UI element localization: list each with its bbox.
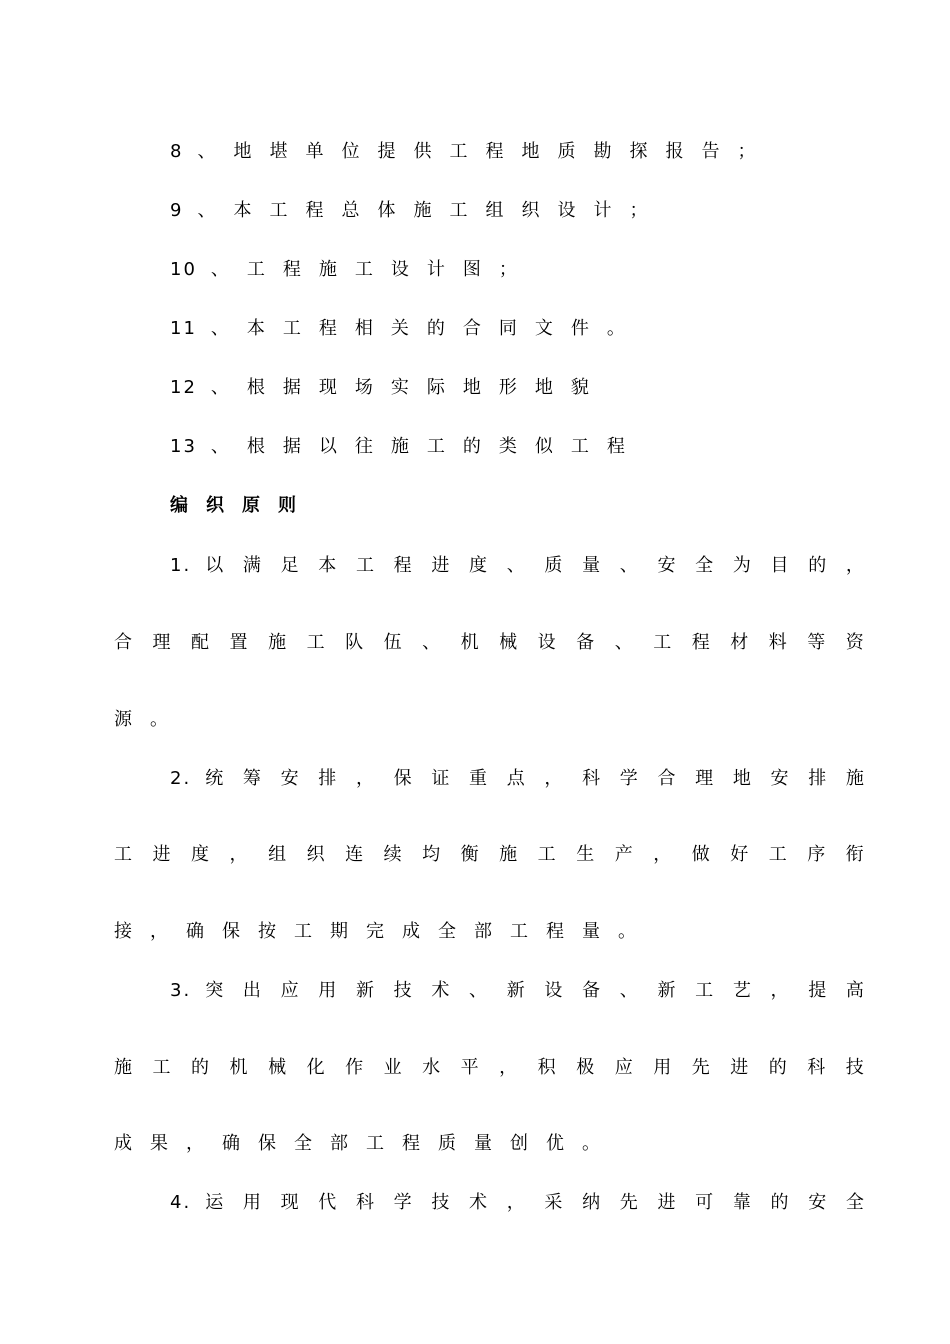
basis-item-number: 8 xyxy=(170,141,184,162)
text-char: ， xyxy=(355,768,374,789)
text-char: 足 xyxy=(280,555,299,576)
text-char: 施 xyxy=(114,1057,132,1078)
text-char: 排 xyxy=(318,768,337,789)
text-char: 、 xyxy=(619,555,638,576)
text-char: 材 xyxy=(730,632,749,653)
text-char: 施 xyxy=(499,844,518,865)
text-char: 科 xyxy=(807,1057,826,1078)
text-char: 工 xyxy=(306,632,325,653)
text-char: 学 xyxy=(393,1192,412,1213)
text-char: 的 xyxy=(770,1192,789,1213)
principle-2-line-3: 接，确保按工期完成全部工程量。 xyxy=(114,921,654,942)
text-char: 械 xyxy=(268,1057,287,1078)
text-char: 工 xyxy=(355,555,374,576)
text-char: 理 xyxy=(695,768,714,789)
principle-text xyxy=(205,764,864,794)
text-char: 全 xyxy=(845,1192,864,1213)
text-char: 设 xyxy=(537,632,556,653)
basis-item-number: 12 xyxy=(170,377,197,398)
principle-2-line-2 xyxy=(114,840,864,870)
text-char: 进 xyxy=(152,844,171,865)
text-char: 提 xyxy=(808,980,827,1001)
text-char: 度 xyxy=(469,555,487,576)
basis-item-number: 9 xyxy=(170,200,184,221)
text-char: 满 xyxy=(242,555,261,576)
text-char: ， xyxy=(845,555,864,576)
principle-text xyxy=(205,976,864,1006)
text-char: 证 xyxy=(431,768,450,789)
text-char: 应 xyxy=(280,980,299,1001)
principle-2-line-1 xyxy=(170,764,864,794)
text-char: 地 xyxy=(732,768,751,789)
text-char: 突 xyxy=(205,980,224,1001)
text-char: 量 xyxy=(582,555,601,576)
text-char: 全 xyxy=(695,555,714,576)
text-char: 积 xyxy=(537,1057,556,1078)
text-char: 施 xyxy=(268,632,287,653)
text-char: 术 xyxy=(431,980,450,1001)
text-char: 科 xyxy=(582,768,601,789)
principle-number: 1. xyxy=(170,555,192,576)
text-char: 先 xyxy=(691,1057,710,1078)
text-char: 织 xyxy=(306,844,325,865)
text-char: 队 xyxy=(345,632,364,653)
text-char: 工 xyxy=(114,844,132,865)
text-char: 工 xyxy=(537,844,556,865)
basis-item-13 xyxy=(170,432,864,462)
text-char: 筹 xyxy=(242,768,261,789)
basis-item-8 xyxy=(170,137,864,167)
basis-item-11 xyxy=(170,314,864,344)
basis-item-text: 、根据现场实际地形地貌 xyxy=(210,377,607,398)
text-char: ， xyxy=(229,844,248,865)
basis-item-number: 13 xyxy=(170,436,197,457)
text-char: 作 xyxy=(345,1057,364,1078)
text-char: 用 xyxy=(242,1192,261,1213)
basis-item-12 xyxy=(170,373,864,403)
principle-3-line-3: 成果，确保全部工程质量创优。 xyxy=(114,1133,618,1154)
text-char: 现 xyxy=(280,1192,299,1213)
text-char: 好 xyxy=(730,844,749,865)
principle-text xyxy=(205,551,864,581)
text-char: 产 xyxy=(614,844,633,865)
text-char: 运 xyxy=(205,1192,224,1213)
text-char: 的 xyxy=(191,1057,210,1078)
text-char: 安 xyxy=(808,1192,827,1213)
text-char: 可 xyxy=(695,1192,714,1213)
text-char: 工 xyxy=(768,844,787,865)
text-char: 做 xyxy=(691,844,710,865)
principle-3-line-1 xyxy=(170,976,864,1006)
text-char: 本 xyxy=(318,555,337,576)
text-char: 衡 xyxy=(460,844,479,865)
text-char: 排 xyxy=(808,768,827,789)
text-char: 新 xyxy=(506,980,525,1001)
text-char: 续 xyxy=(383,844,402,865)
text-char: 术 xyxy=(469,1192,487,1213)
section-heading: 编织原则 xyxy=(170,495,314,516)
text-char: 等 xyxy=(807,632,826,653)
principle-number: 2. xyxy=(170,768,192,789)
text-char: 统 xyxy=(205,768,224,789)
text-char: 、 xyxy=(506,555,525,576)
basis-item-9 xyxy=(170,196,864,226)
text-char: 、 xyxy=(614,632,633,653)
text-char: 设 xyxy=(544,980,563,1001)
principle-1-line-2 xyxy=(114,628,864,658)
text-char: 生 xyxy=(576,844,595,865)
text-char: 新 xyxy=(355,980,374,1001)
text-char: 合 xyxy=(114,632,132,653)
text-char: 化 xyxy=(306,1057,325,1078)
text-char: 资 xyxy=(845,632,864,653)
text-char: 保 xyxy=(393,768,412,789)
text-char: ， xyxy=(499,1057,518,1078)
principle-number: 3. xyxy=(170,980,192,1001)
text-char: 度 xyxy=(191,844,210,865)
text-char: 目 xyxy=(770,555,789,576)
text-char: 为 xyxy=(732,555,751,576)
text-char: 进 xyxy=(431,555,450,576)
basis-item-number: 11 xyxy=(170,318,197,339)
text-char: 连 xyxy=(345,844,364,865)
basis-item-text: 、工程施工设计图； xyxy=(210,259,535,280)
text-char: 先 xyxy=(619,1192,638,1213)
text-char: 机 xyxy=(229,1057,248,1078)
text-char: ， xyxy=(770,980,789,1001)
principle-text xyxy=(205,1188,864,1218)
principle-number: 4. xyxy=(170,1192,192,1213)
text-char: 出 xyxy=(242,980,261,1001)
basis-item-text: 、本工程相关的合同文件。 xyxy=(210,318,643,339)
text-char: 组 xyxy=(268,844,287,865)
text-char: 、 xyxy=(422,632,441,653)
text-char: 的 xyxy=(768,1057,787,1078)
text-char: 业 xyxy=(383,1057,402,1078)
basis-item-number: 10 xyxy=(170,259,197,280)
text-char: 点 xyxy=(506,768,525,789)
text-char: 配 xyxy=(191,632,210,653)
text-char: 备 xyxy=(582,980,601,1001)
text-char: 技 xyxy=(431,1192,450,1213)
text-char: 新 xyxy=(657,980,676,1001)
text-char: 施 xyxy=(845,768,864,789)
text-char: 的 xyxy=(808,555,827,576)
text-char: 均 xyxy=(422,844,441,865)
text-char: 备 xyxy=(576,632,595,653)
text-char: 重 xyxy=(469,768,487,789)
text-char: 机 xyxy=(460,632,479,653)
text-char: 伍 xyxy=(383,632,402,653)
text-char: 应 xyxy=(614,1057,633,1078)
text-char: 技 xyxy=(845,1057,864,1078)
basis-item-text: 、本工程总体施工组织设计； xyxy=(197,200,666,221)
text-char: 程 xyxy=(393,555,412,576)
text-char: 以 xyxy=(205,555,224,576)
text-char: 、 xyxy=(619,980,638,1001)
text-char: 代 xyxy=(318,1192,337,1213)
text-char: 质 xyxy=(544,555,563,576)
text-char: 工 xyxy=(653,632,672,653)
text-char: 械 xyxy=(499,632,518,653)
text-char: 用 xyxy=(653,1057,672,1078)
text-char: 进 xyxy=(657,1192,676,1213)
text-char: 工 xyxy=(695,980,714,1001)
text-char: 置 xyxy=(229,632,248,653)
text-char: ， xyxy=(653,844,672,865)
text-char: 采 xyxy=(544,1192,563,1213)
text-char: 纳 xyxy=(582,1192,601,1213)
text-char: 料 xyxy=(768,632,787,653)
principle-1-line-3: 源。 xyxy=(114,709,186,730)
text-char: 安 xyxy=(280,768,299,789)
text-char: 靠 xyxy=(732,1192,751,1213)
principle-3-line-2 xyxy=(114,1053,864,1083)
text-char: 、 xyxy=(469,980,487,1001)
principle-1-line-1 xyxy=(170,551,864,581)
text-char: 安 xyxy=(657,555,676,576)
text-char: 程 xyxy=(691,632,710,653)
principle-4-line-1 xyxy=(170,1188,864,1218)
basis-item-text: 、根据以往施工的类似工程 xyxy=(210,436,643,457)
text-char: 衔 xyxy=(845,844,864,865)
text-char: 极 xyxy=(576,1057,595,1078)
text-char: 进 xyxy=(730,1057,749,1078)
text-char: 安 xyxy=(770,768,789,789)
text-char: ， xyxy=(506,1192,525,1213)
text-char: 学 xyxy=(619,768,638,789)
basis-item-text: 、地堪单位提供工程地质勘探报告； xyxy=(197,141,774,162)
text-char: 高 xyxy=(845,980,864,1001)
text-char: 平 xyxy=(460,1057,479,1078)
text-char: 艺 xyxy=(732,980,751,1001)
text-char: 序 xyxy=(807,844,826,865)
text-char: 合 xyxy=(657,768,676,789)
text-char: 工 xyxy=(152,1057,171,1078)
text-char: 技 xyxy=(393,980,412,1001)
text-char: 理 xyxy=(152,632,171,653)
basis-item-10 xyxy=(170,255,864,285)
text-char: ， xyxy=(544,768,563,789)
text-char: 科 xyxy=(355,1192,374,1213)
text-char: 用 xyxy=(318,980,337,1001)
text-char: 水 xyxy=(422,1057,441,1078)
